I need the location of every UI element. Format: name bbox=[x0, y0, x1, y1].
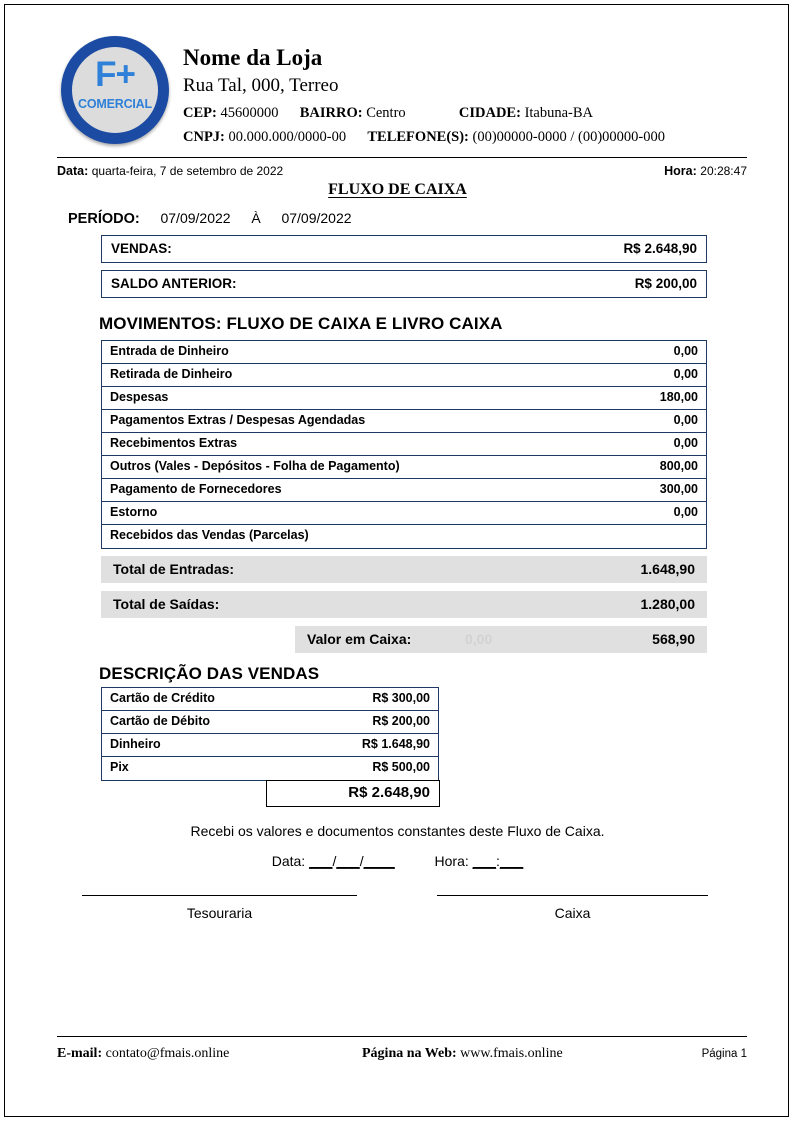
sale-method-label: Pix bbox=[110, 760, 129, 774]
movement-value: 300,00 bbox=[659, 482, 698, 496]
cnpj-value: 00.000.000/0000-00 bbox=[228, 129, 347, 145]
table-row bbox=[102, 711, 438, 734]
movements-table bbox=[101, 340, 707, 549]
cidade-label: CIDADE: bbox=[458, 105, 521, 121]
receipt-date-day-blank: ___ bbox=[309, 853, 333, 869]
period-label: PERÍODO: bbox=[68, 211, 140, 227]
period-row bbox=[68, 209, 352, 228]
movement-label: Recebimentos Extras bbox=[110, 436, 238, 450]
receipt-date-label: Data: bbox=[271, 853, 306, 869]
total-entradas-row bbox=[101, 556, 707, 583]
valor-em-caixa-placeholder: 0,00 bbox=[465, 631, 493, 647]
sale-method-value: R$ 200,00 bbox=[372, 714, 430, 728]
telefone-label: TELEFONE(S): bbox=[367, 129, 469, 145]
movement-label: Pagamentos Extras / Despesas Agendadas bbox=[110, 413, 366, 427]
receipt-statement: Recebi os valores e documentos constantes deste Fluxo de Caixa. bbox=[190, 823, 605, 839]
movement-value: 0,00 bbox=[673, 344, 698, 358]
sales-description-total-value: R$ 2.648,90 bbox=[348, 784, 430, 801]
period-end-date: 07/09/2022 bbox=[281, 210, 352, 226]
company-logo bbox=[61, 36, 169, 144]
saldo-anterior-label: SALDO ANTERIOR: bbox=[111, 276, 237, 291]
movements-heading: MOVIMENTOS: FLUXO DE CAIXA E LIVRO CAIXA bbox=[99, 314, 503, 333]
saldo-anterior-value: R$ 200,00 bbox=[634, 276, 697, 291]
footer-page-number: Página 1 bbox=[701, 1048, 747, 1060]
table-row bbox=[102, 502, 706, 525]
valor-em-caixa-row bbox=[295, 626, 707, 653]
sales-description-heading: DESCRIÇÃO DAS VENDAS bbox=[99, 664, 320, 683]
movement-label: Pagamento de Fornecedores bbox=[110, 482, 282, 496]
valor-em-caixa-value: 568,90 bbox=[652, 631, 695, 647]
receipt-date-month-blank: ___ bbox=[336, 853, 360, 869]
vendas-value: R$ 2.648,90 bbox=[623, 241, 697, 256]
sales-description-table bbox=[101, 687, 439, 781]
cep-value: 45600000 bbox=[220, 105, 279, 121]
date-value: quarta-feira, 7 de setembro de 2022 bbox=[91, 164, 284, 178]
table-row bbox=[102, 387, 706, 410]
header-divider bbox=[57, 157, 747, 158]
receipt-date-year-blank: ____ bbox=[363, 853, 395, 869]
signature-label-tesouraria: Tesouraria bbox=[186, 905, 253, 921]
meta-row bbox=[57, 163, 747, 179]
signature-line-caixa bbox=[437, 895, 708, 896]
cidade-value: Itabuna-BA bbox=[524, 105, 594, 121]
header-contact-line-2 bbox=[183, 129, 665, 146]
movement-label: Entrada de Dinheiro bbox=[110, 344, 229, 358]
period-start-date: 07/09/2022 bbox=[160, 210, 231, 226]
document-time bbox=[664, 163, 747, 179]
email-label: E-mail: bbox=[57, 1046, 103, 1061]
signature-line-tesouraria bbox=[82, 895, 357, 896]
document-date bbox=[57, 163, 283, 179]
table-row bbox=[102, 456, 706, 479]
time-value: 20:28:47 bbox=[700, 164, 747, 178]
movement-label: Estorno bbox=[110, 505, 158, 519]
store-address: Rua Tal, 000, Terreo bbox=[183, 75, 339, 96]
cnpj-label: CNPJ: bbox=[183, 129, 225, 145]
movement-label: Outros (Vales - Depósitos - Folha de Pagamento) bbox=[110, 459, 400, 473]
header-contact-line-1 bbox=[183, 105, 593, 122]
document-header bbox=[5, 5, 789, 153]
valor-em-caixa-label: Valor em Caixa: bbox=[307, 631, 412, 647]
sales-description-total-box bbox=[266, 780, 440, 807]
logo-wordmark-text: COMERCIAL bbox=[78, 97, 152, 111]
receipt-time-sep: : bbox=[496, 853, 500, 869]
receipt-date-sep-2: / bbox=[359, 853, 364, 869]
sale-method-label: Cartão de Débito bbox=[110, 714, 211, 728]
movement-value: 0,00 bbox=[673, 505, 698, 519]
total-saidas-value: 1.280,00 bbox=[640, 596, 695, 612]
document-footer bbox=[57, 1045, 747, 1063]
table-row bbox=[102, 364, 706, 387]
table-row bbox=[102, 479, 706, 502]
document-title: FLUXO DE CAIXA bbox=[328, 181, 467, 198]
receipt-time-min-blank: ___ bbox=[499, 853, 524, 869]
bairro-label: BAIRRO: bbox=[299, 105, 363, 121]
movement-label: Retirada de Dinheiro bbox=[110, 367, 233, 381]
table-row bbox=[102, 757, 438, 780]
movement-value: 0,00 bbox=[673, 436, 698, 450]
table-row bbox=[102, 734, 438, 757]
email-value: contato@fmais.online bbox=[105, 1046, 230, 1061]
receipt-time-hour-blank: ___ bbox=[472, 853, 497, 869]
footer-website bbox=[362, 1045, 563, 1063]
table-row bbox=[102, 688, 438, 711]
table-row bbox=[102, 341, 706, 364]
table-row bbox=[102, 433, 706, 456]
total-saidas-row bbox=[101, 591, 707, 618]
movement-label: Recebidos das Vendas (Parcelas) bbox=[110, 528, 309, 542]
sale-method-value: R$ 300,00 bbox=[372, 691, 430, 705]
sale-method-label: Cartão de Crédito bbox=[110, 691, 215, 705]
sale-method-value: R$ 500,00 bbox=[372, 760, 430, 774]
sale-method-value: R$ 1.648,90 bbox=[361, 737, 430, 751]
total-entradas-value: 1.648,90 bbox=[640, 561, 695, 577]
movement-label: Despesas bbox=[110, 390, 169, 404]
bairro-value: Centro bbox=[366, 105, 406, 121]
table-row bbox=[102, 525, 706, 548]
footer-divider bbox=[57, 1036, 747, 1037]
time-label: Hora: bbox=[664, 164, 697, 178]
cep-label: CEP: bbox=[183, 105, 217, 121]
movement-value: 0,00 bbox=[673, 413, 698, 427]
document-page bbox=[4, 4, 789, 1117]
web-value: www.fmais.online bbox=[460, 1046, 563, 1061]
summary-box-saldo-anterior bbox=[101, 270, 707, 298]
date-label: Data: bbox=[57, 164, 89, 178]
receipt-date-sep-1: / bbox=[332, 853, 337, 869]
total-saidas-label: Total de Saídas: bbox=[113, 596, 220, 612]
footer-email bbox=[57, 1045, 229, 1063]
logo-mark-text: F+ bbox=[95, 55, 135, 94]
receipt-time-label: Hora: bbox=[434, 853, 469, 869]
table-row bbox=[102, 410, 706, 433]
receipt-fields-row bbox=[5, 851, 789, 871]
vendas-label: VENDAS: bbox=[111, 241, 172, 256]
telefone-value: (00)00000-0000 / (00)00000-000 bbox=[472, 129, 666, 145]
web-label: Página na Web: bbox=[362, 1046, 457, 1061]
period-separator: À bbox=[251, 210, 261, 226]
summary-box-vendas bbox=[101, 235, 707, 263]
movement-value: 800,00 bbox=[659, 459, 698, 473]
movement-value: 0,00 bbox=[673, 367, 698, 381]
signature-label-caixa: Caixa bbox=[554, 905, 591, 921]
movement-value: 180,00 bbox=[659, 390, 698, 404]
total-entradas-label: Total de Entradas: bbox=[113, 561, 235, 577]
store-name: Nome da Loja bbox=[183, 45, 323, 70]
sale-method-label: Dinheiro bbox=[110, 737, 161, 751]
